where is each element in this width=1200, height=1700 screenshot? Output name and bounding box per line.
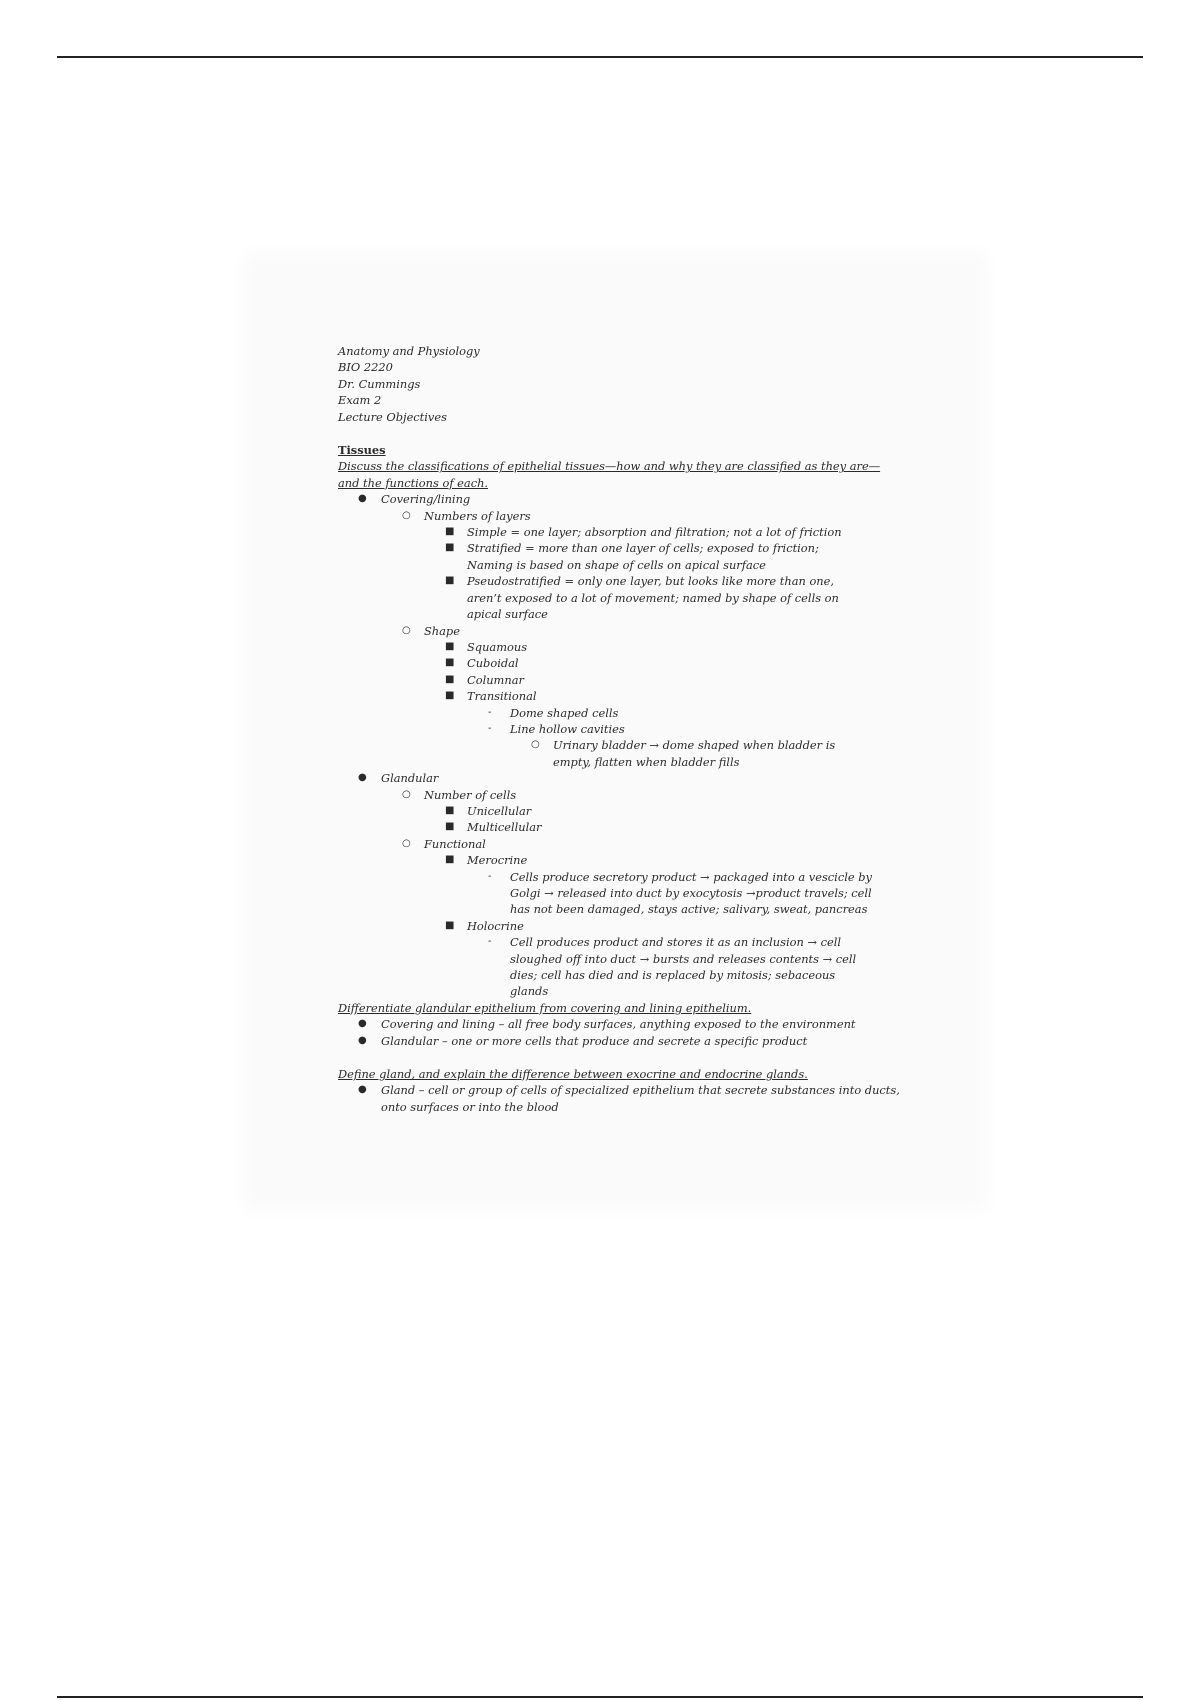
list-item-functional (338, 836, 898, 852)
circle-bullet-icon: ○ (402, 509, 411, 521)
lecture-notes (338, 343, 898, 1115)
square-bullet-icon: ■ (445, 690, 455, 702)
instructor-name: Dr. Cummings (338, 376, 421, 391)
dash-bullet-icon: - (488, 722, 492, 734)
objective-heading-1: Discuss the classifications of epithelial tissues—how and why they are classified as they are—and the functions of each. (338, 459, 881, 490)
circle-bullet-icon: ○ (531, 739, 540, 751)
list-item-columnar (338, 672, 898, 688)
list-item-squamous (338, 639, 898, 655)
item-label: Number of cells (424, 787, 517, 802)
square-bullet-icon: ■ (445, 854, 455, 866)
item-label: Urinary bladder → dome shaped when bladder is empty, flatten when bladder fills (553, 738, 836, 769)
list-item-transitional (338, 688, 898, 704)
list-item-layers (338, 508, 898, 524)
section-title: Tissues (338, 443, 386, 458)
circle-bullet-icon: ○ (402, 788, 411, 800)
bullet-icon: ● (358, 772, 367, 784)
list-item-glandular (338, 770, 898, 786)
dash-bullet-icon: - (488, 870, 492, 882)
notes-subtitle: Lecture Objectives (338, 409, 447, 424)
item-label: Cells produce secretory product → packaged into a vescicle by Golgi → released into duct by exocytosis →product travels; cell has not been damaged, stays active; salivary, sweat, pancreas (510, 869, 872, 917)
circle-bullet-icon: ○ (402, 624, 411, 636)
item-label: Shape (424, 623, 460, 638)
item-label: Cell produces product and stores it as an inclusion → cell sloughed off into duct → bursts and releases contents → cell dies; cell has died and is replaced by mitosis; sebaceous glands (510, 935, 857, 999)
circle-bullet-icon: ○ (402, 837, 411, 849)
square-bullet-icon: ■ (445, 919, 455, 931)
list-item-cuboidal (338, 655, 898, 671)
course-code: BIO 2220 (338, 360, 393, 375)
square-bullet-icon: ■ (445, 526, 455, 538)
square-bullet-icon: ■ (445, 821, 455, 833)
list-item-stratified (338, 540, 853, 573)
top-border-line (57, 56, 1143, 58)
square-bullet-icon: ■ (445, 804, 455, 816)
bullet-icon: ● (358, 493, 367, 505)
list-item-urinary-bladder (338, 737, 867, 770)
item-label: Line hollow cavities (510, 721, 625, 736)
item-label: Unicellular (467, 803, 532, 818)
list-item-gland-definition (338, 1082, 906, 1115)
square-bullet-icon: ■ (445, 657, 455, 669)
list-item-multicellular (338, 819, 898, 835)
item-label: Stratified = more than one layer of cells; exposed to friction; Naming is based on shape of cells on apical surface (467, 541, 819, 572)
square-bullet-icon: ■ (445, 640, 455, 652)
item-label: Holocrine (467, 918, 524, 933)
square-bullet-icon: ■ (445, 542, 455, 554)
item-label: Numbers of layers (424, 508, 531, 523)
list-item-covering-lining (338, 1016, 898, 1032)
exam-label: Exam 2 (338, 393, 382, 408)
list-item-dome-cells (338, 705, 898, 721)
list-item-glandular-definition (338, 1033, 898, 1049)
item-label: Simple = one layer; absorption and filtration; not a lot of friction (467, 525, 842, 540)
list-item-simple (338, 524, 898, 540)
item-label: Merocrine (467, 853, 528, 868)
list-item-holocrine-detail (338, 934, 876, 1000)
bullet-icon: ● (358, 1084, 367, 1096)
item-label: Covering/lining (381, 492, 471, 507)
list-item-merocrine-detail (338, 869, 876, 918)
list-item-shape (338, 623, 898, 639)
list-item-holocrine (338, 918, 898, 934)
list-item-number-of-cells (338, 787, 898, 803)
bullet-icon: ● (358, 1018, 367, 1030)
list-item-unicellular (338, 803, 898, 819)
list-item-pseudostratified (338, 573, 863, 622)
item-label: Multicellular (467, 820, 542, 835)
list-item-covering (338, 491, 898, 507)
objective-heading-3: Define gland, and explain the difference between exocrine and endocrine glands. (338, 1067, 808, 1082)
square-bullet-icon: ■ (445, 575, 455, 587)
list-item-hollow-cavities (338, 721, 898, 737)
dash-bullet-icon: - (488, 706, 492, 718)
dash-bullet-icon: - (488, 936, 492, 948)
list-item-merocrine (338, 852, 898, 868)
bullet-icon: ● (358, 1034, 367, 1046)
item-label: Glandular (381, 771, 439, 786)
item-label: Covering and lining – all free body surfaces, anything exposed to the environment (381, 1017, 856, 1032)
item-label: Columnar (467, 672, 524, 687)
item-label: Dome shaped cells (510, 705, 619, 720)
item-label: Cuboidal (467, 656, 519, 671)
item-label: Transitional (467, 689, 537, 704)
bottom-border-line (57, 1696, 1143, 1698)
item-label: Glandular – one or more cells that produce and secrete a specific product (381, 1033, 808, 1048)
course-name: Anatomy and Physiology (338, 344, 480, 358)
item-label: Squamous (467, 639, 528, 654)
item-label: Pseudostratified = only one layer, but looks like more than one, aren’t exposed to a lot of movement; named by shape of cells on apical surface (467, 574, 839, 622)
item-label: Gland – cell or group of cells of specialized epithelium that secrete substances into ducts, onto surfaces or into the blood (381, 1083, 900, 1114)
item-label: Functional (424, 836, 486, 851)
square-bullet-icon: ■ (445, 673, 455, 685)
objective-heading-2: Differentiate glandular epithelium from covering and lining epithelium. (338, 1000, 752, 1015)
